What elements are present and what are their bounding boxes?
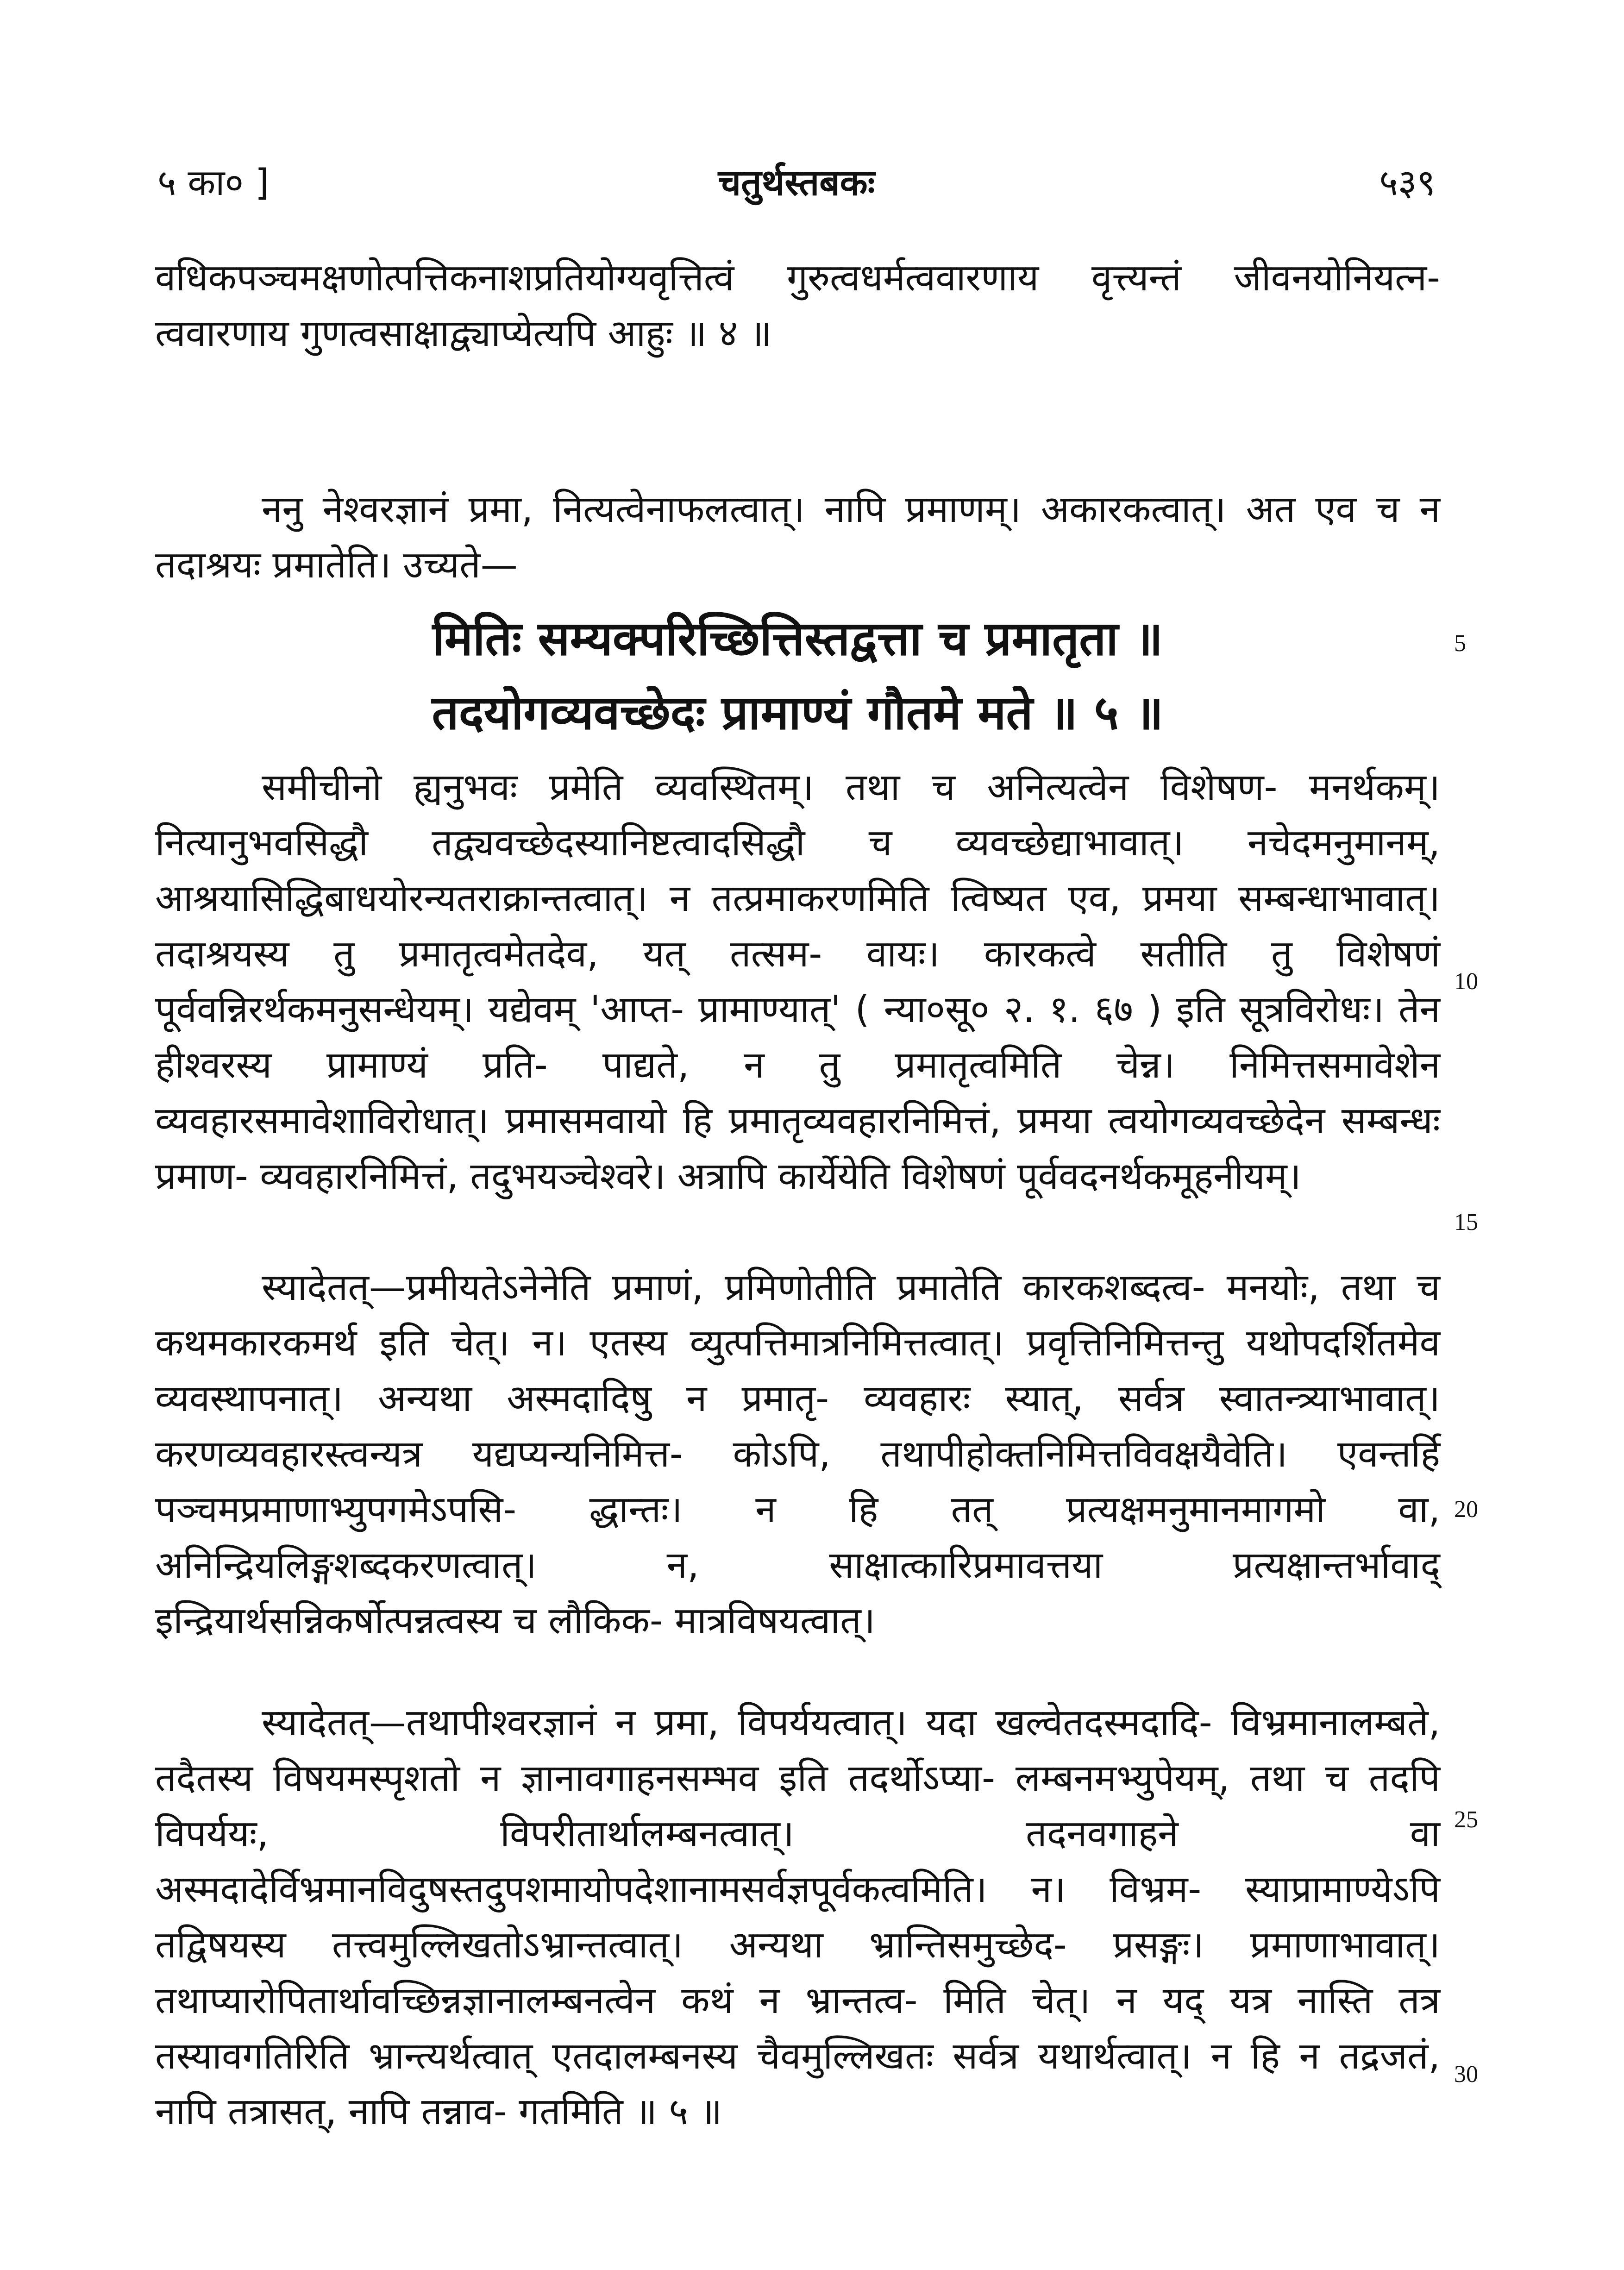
commentary-paragraph-2 <box>155 1260 1440 1649</box>
line-number: 30 <box>1454 2061 1478 2088</box>
page-number: ५३९ <box>1379 162 1436 204</box>
chapter-title: चतुर्थस्तबकः <box>718 162 875 204</box>
verse-line-1: मितिः सम्यक्परिच्छित्तिस्तद्वत्ता च प्रमातृता ॥ <box>432 611 1163 666</box>
paragraph-intro <box>155 482 1440 593</box>
paragraph-text: स्यादेतत्—प्रमीयतेऽनेनेति प्रमाणं, प्रमिणोतीति प्रमातेति कारकशब्दत्व- मनयोः, तथा च कथमकारकमर्थ इति चेत्। न। एतस्य व्युत्पत्तिमात्रनिमित्तत्वात्। प्रवृत्तिनिमित्तन्तु यथोपदर्शितमेव व्यवस्थापनात्। अन्यथा अस्मदादिषु न प्रमातृ- व्यवहारः स्यात्, सर्वत्र स्वातन्त्र्याभावात्। करणव्यवहारस्त्वन्यत्र यद्यप्यन्यनिमित्त- कोऽपि, तथापीहोक्तनिमित्तविवक्षयैवेति। एवन्तर्हि पञ्चमप्रमाणाभ्युपगमेऽपसि- द्धान्तः। न हि तत् प्रत्यक्षमनुमानमागमो वा, अनिन्द्रियलिङ्गशब्दकरणत्वात्। न, साक्षात्कारिप्रमावत्तया प्रत्यक्षान्तर्भावाद् इन्द्रियार्थसन्निकर्षोत्पन्नत्वस्य च लौकिक- मात्रविषयत्वात्। <box>155 1266 1440 1642</box>
section-marker: ५ का० ] <box>157 162 270 204</box>
paragraph-text: स्यादेतत्—तथापीश्वरज्ञानं न प्रमा, विपर्ययत्वात्। यदा खल्वेतदस्मदादि- विभ्रमानालम्बते, तदैतस्य विषयमस्पृशतो न ज्ञानावगाहनसम्भव इति तदर्थोऽप्या- लम्बनमभ्युपेयम्, तथा च तदपि विपर्ययः, विपरीतार्थालम्बनत्वात्। तदनवगाहने वा अस्मदादेर्विभ्रमानविदुषस्तदुपशमायोपदेशानामसर्वज्ञपूर्वकत्वमिति। न। विभ्रम- स्याप्रामाण्येऽपि तद्विषयस्य तत्त्वमुल्लिखतोऽभ्रान्तत्वात्। अन्यथा भ्रान्तिसमुच्छेद- प्रसङ्गः। प्रमाणाभावात्। तथाप्यारोपितार्थावच्छिन्नज्ञानालम्बनत्वेन कथं न भ्रान्तत्व- मिति चेत्। न यद् यत्र नास्ति तत्र तस्यावगतिरिति भ्रान्त्यर्थत्वात् एतदालम्बनस्य चैवमुल्लिखतः सर्वत्र यथार्थत्वात्। न हि न तद्रजतं, नापि तत्रासत्, नापि तन्नाव- गतमिति ॥ ५ ॥ <box>155 1701 1440 2133</box>
running-header <box>157 157 1436 208</box>
line-number: 5 <box>1454 630 1466 657</box>
verse-line-2: तदयोगव्यवच्छेदः प्रामाण्यं गौतमे मते ॥ ५ ॥ <box>432 685 1164 740</box>
paragraph-continued <box>155 250 1440 361</box>
line-number: 20 <box>1454 1496 1478 1523</box>
paragraph-text: वधिकपञ्चमक्षणोत्पत्तिकनाशप्रतियोग्यवृत्तित्वं गुरुत्वधर्मत्ववारणाय वृत्त्यन्तं जीवनयोनियत्न- त्ववारणाय गुणत्वसाक्षाद्व्याप्येत्यपि आहुः ॥ ४ ॥ <box>155 256 1440 355</box>
paragraph-text: समीचीनो ह्यनुभवः प्रमेति व्यवस्थितम्। तथा च अनित्यत्वेन विशेषण- मनर्थकम्। नित्यानुभवसिद्धौ तद्व्यवच्छेदस्यानिष्टत्वादसिद्धौ च व्यवच्छेद्याभावात्। नचेदमनुमानम्, आश्रयासिद्धिबाधयोरन्यतराक्रान्तत्वात्। न तत्प्रमाकरणमिति त्विष्यत एव, प्रमया सम्बन्धाभावात्। तदाश्रयस्य तु प्रमातृत्वमेतदेव, यत् तत्सम- वायः। कारकत्वे सतीति तु विशेषणं पूर्ववन्निरर्थकमनुसन्धेयम्। यद्येवम् 'आप्त- प्रामाण्यात्' ( न्या०सू० २. १. ६७ ) इति सूत्रविरोधः। तेन हीश्वरस्य प्रामाण्यं प्रति- पाद्यते, न तु प्रमातृत्वमिति चेन्न। निमित्तसमावेशेन व्यवहारसमावेशाविरोधात्। प्रमासमवायो हि प्रमातृव्यवहारनिमित्तं, प्रमया त्वयोगव्यवच्छेदेन सम्बन्धः प्रमाण- व्यवहारनिमित्तं, तदुभयञ्चेश्वरे। अत्रापि कार्येयेति विशेषणं पूर्ववदनर्थकमूहनीयम्। <box>155 765 1440 1198</box>
commentary-paragraph-1 <box>155 759 1440 1204</box>
line-number: 15 <box>1454 1209 1478 1235</box>
paragraph-text: ननु नेश्वरज्ञानं प्रमा, नित्यत्वेनाफलत्वात्। नापि प्रमाणम्। अकारकत्वात्। अत एव च न तदाश्रयः प्रमातेति। उच्यते— <box>155 488 1441 586</box>
commentary-paragraph-3 <box>155 1695 1440 2139</box>
line-number: 25 <box>1454 1806 1478 1833</box>
line-number: 10 <box>1454 968 1478 995</box>
